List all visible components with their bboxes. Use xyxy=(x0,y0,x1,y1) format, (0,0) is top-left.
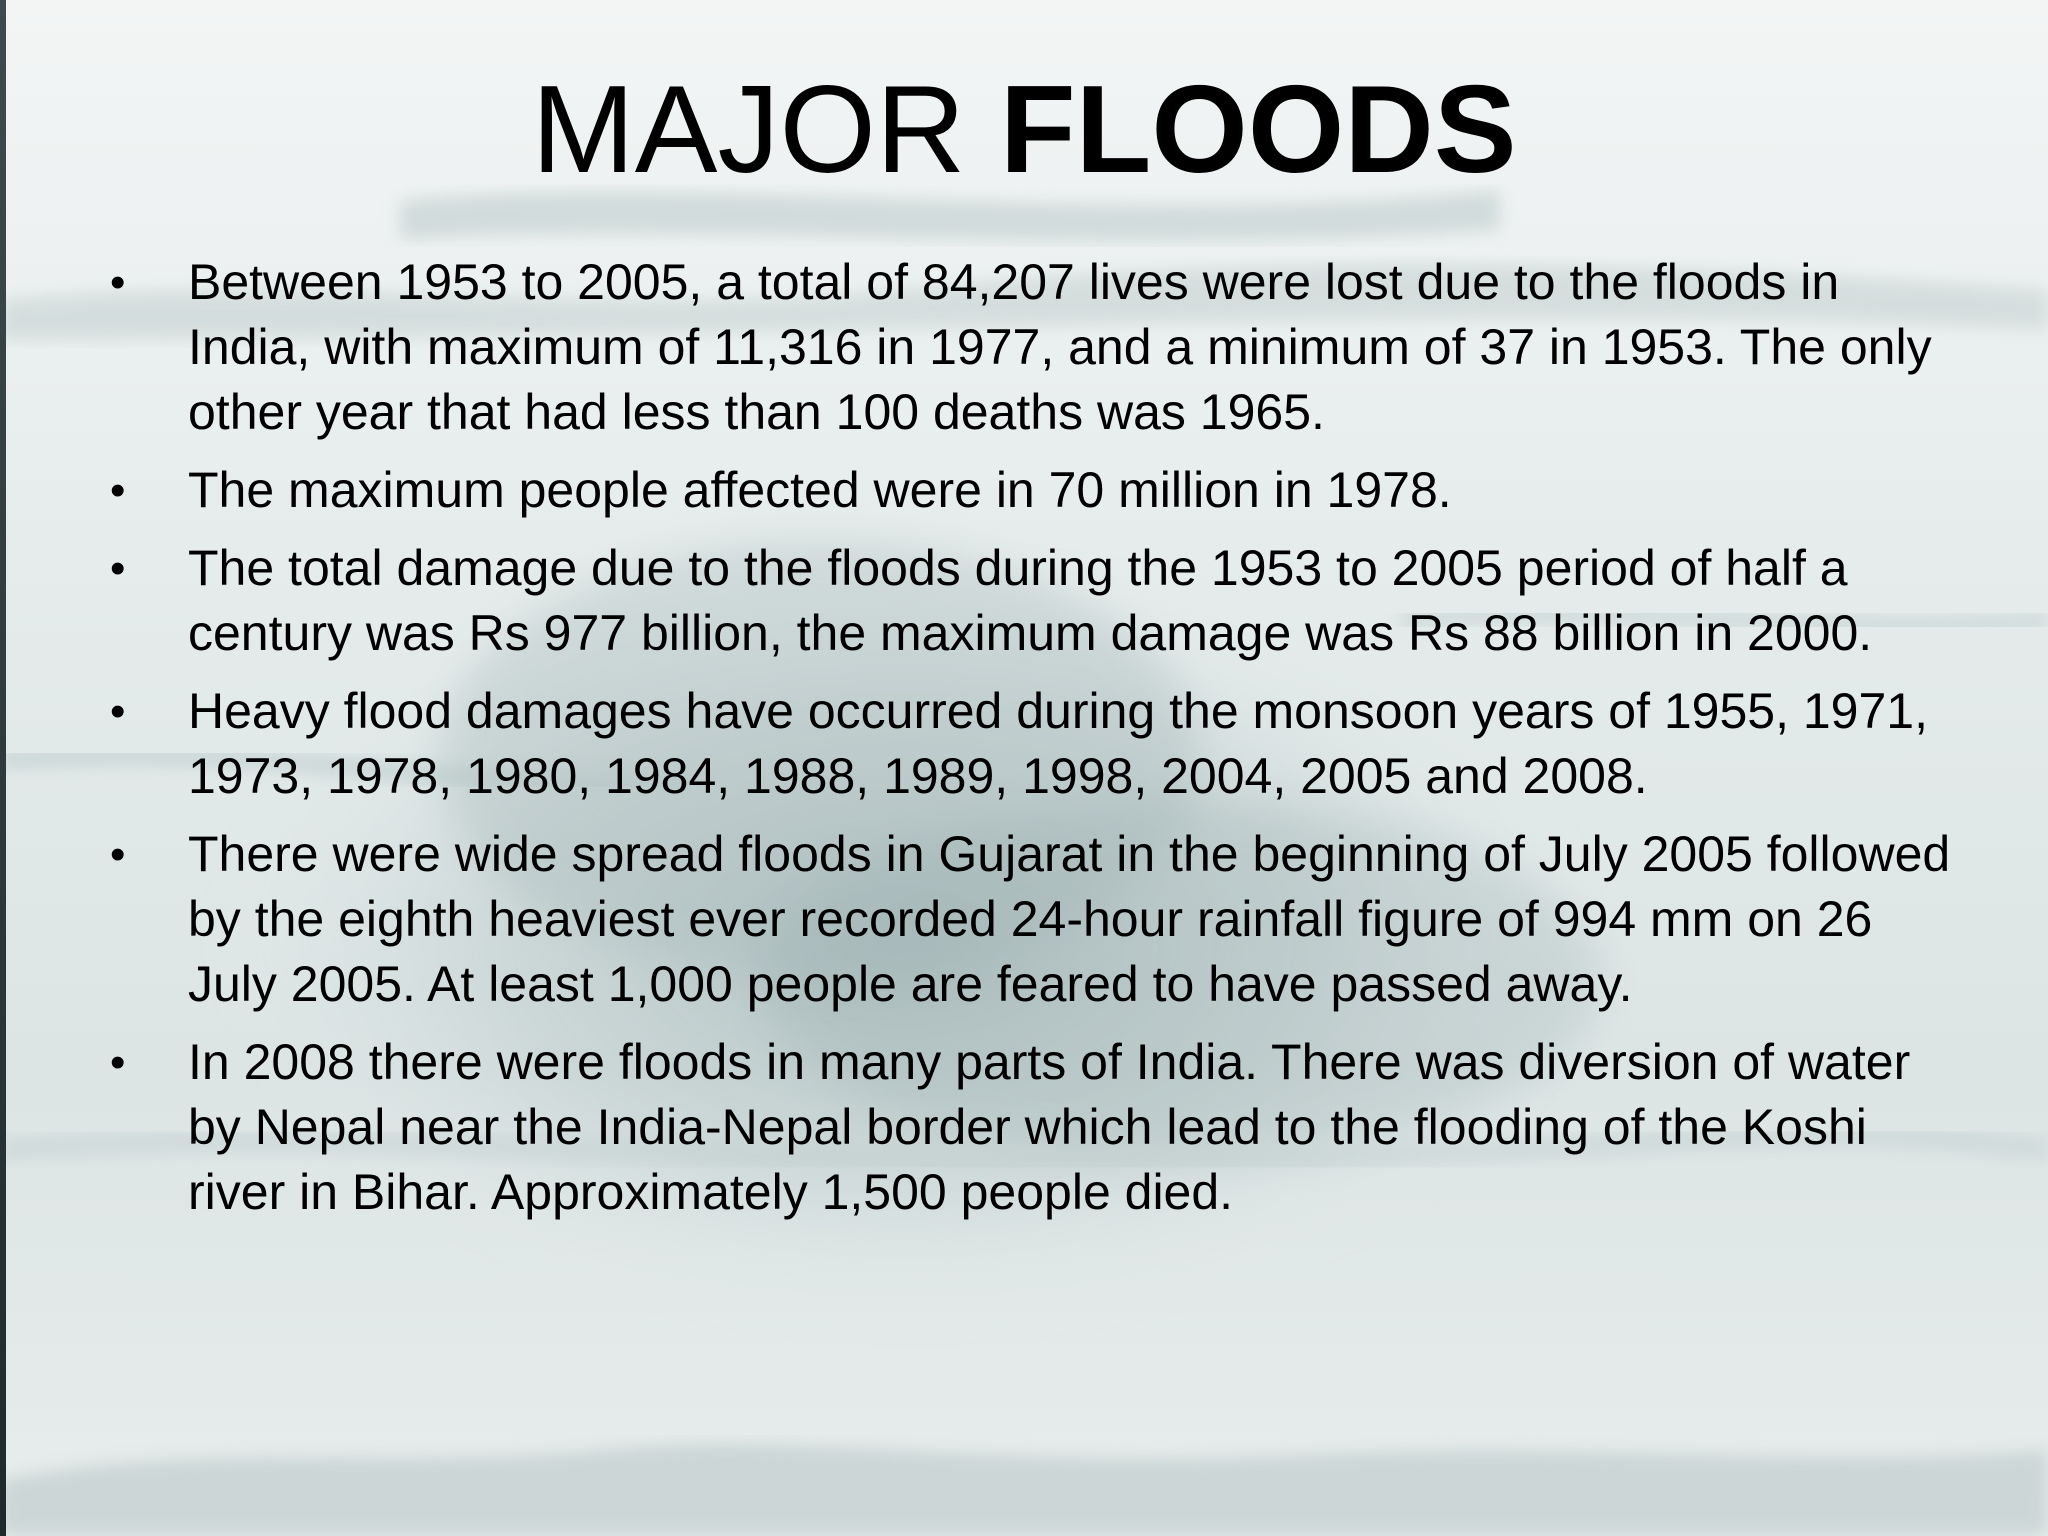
bullet-item xyxy=(110,250,1970,445)
bullet-text: There were wide spread floods in Gujarat in the beginning of July 2005 followed by the eighth heaviest ever recorded 24-hour rainfall figure of 994 mm on 26 July 2005. At least 1,000 people are feared to have passed away. xyxy=(188,826,1951,1012)
bullet-marker: • xyxy=(110,687,126,736)
bullet-list xyxy=(110,250,1970,1238)
bullet-marker: • xyxy=(110,544,126,593)
bullet-item xyxy=(110,1030,1970,1225)
bullet-marker: • xyxy=(110,1038,126,1087)
bullet-text: The maximum people affected were in 70 million in 1978. xyxy=(188,462,1452,518)
bullet-item xyxy=(110,536,1970,666)
bullet-marker: • xyxy=(110,258,126,307)
bullet-text: The total damage due to the floods during the 1953 to 2005 period of half a century was Rs 977 billion, the maximum damage was Rs 88 billion in 2000. xyxy=(188,540,1873,661)
bullet-marker: • xyxy=(110,830,126,879)
slide-title xyxy=(0,60,2048,200)
title-word-major: MAJOR xyxy=(531,61,966,199)
bullet-marker: • xyxy=(110,466,126,515)
title-word-floods: FLOODS xyxy=(999,61,1517,199)
bullet-text: Heavy flood damages have occurred during the monsoon years of 1955, 1971, 1973, 1978, 1980, 1984, 1988, 1989, 1998, 2004, 2005 and 2008. xyxy=(188,683,1928,804)
slide-left-edge xyxy=(0,0,6,1536)
bullet-item xyxy=(110,458,1970,523)
bullet-item xyxy=(110,679,1970,809)
bullet-item xyxy=(110,822,1970,1017)
bullet-text: In 2008 there were floods in many parts of India. There was diversion of water by Nepal near the India-Nepal border which lead to the flooding of the Koshi river in Bihar. Approximately 1,500 people died. xyxy=(188,1034,1911,1220)
bullet-text: Between 1953 to 2005, a total of 84,207 lives were lost due to the floods in India, with maximum of 11,316 in 1977, and a minimum of 37 in 1953. The only other year that had less than 100 deaths was 1965. xyxy=(188,254,1932,440)
